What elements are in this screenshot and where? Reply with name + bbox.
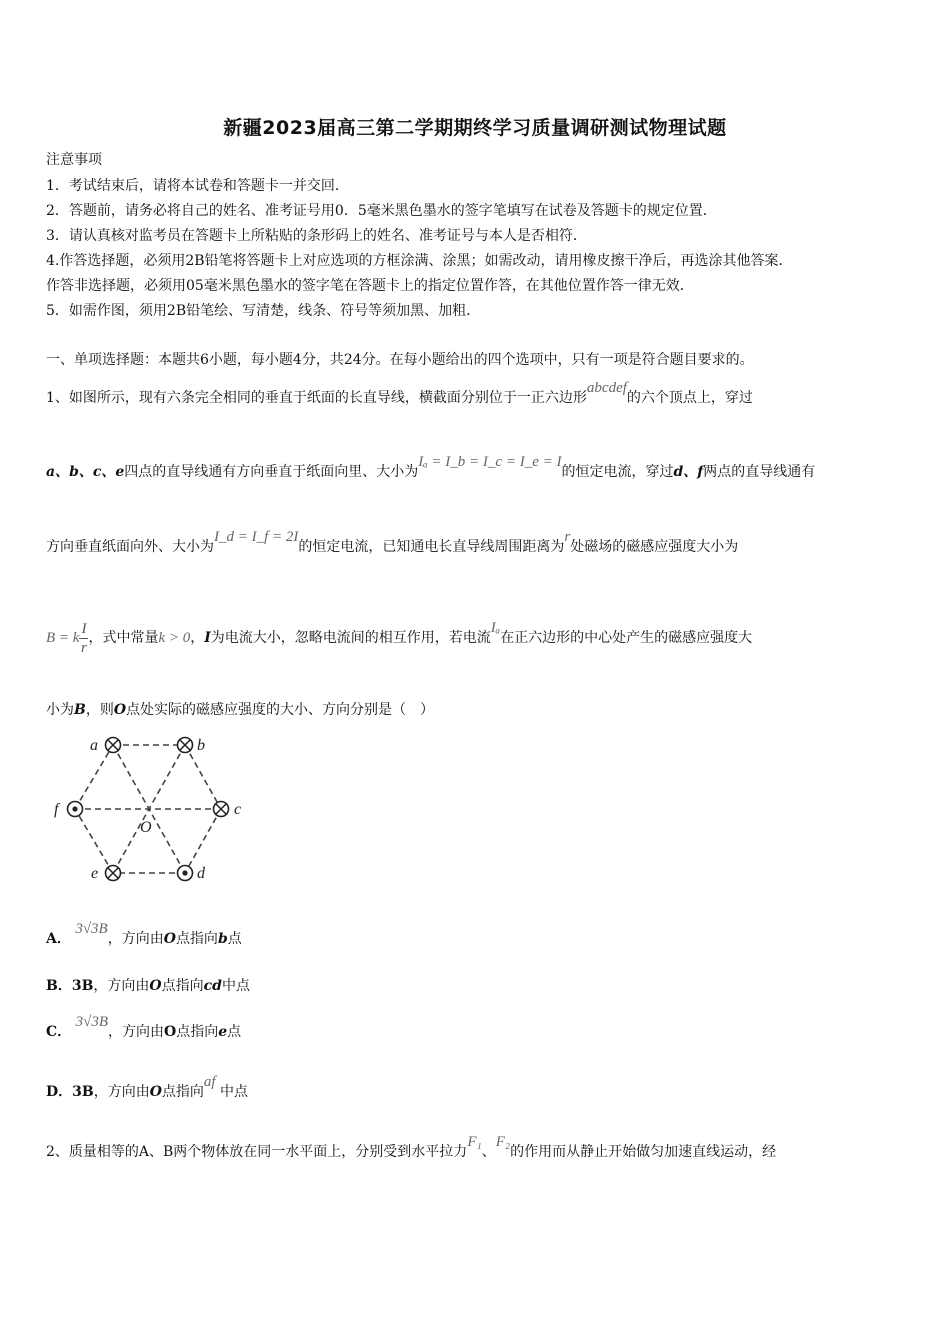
- label-b: b: [197, 737, 205, 754]
- q1-text: 小为: [46, 702, 74, 718]
- option-text: ，方向由: [93, 1084, 150, 1100]
- q1-text: 的恒定电流，已知通电长直导线周围距离为: [298, 539, 565, 555]
- hexagon-wire-diagram: [48, 733, 258, 888]
- option-d[interactable]: [46, 1074, 249, 1102]
- section-heading: 一、单项选择题：本题共6小题，每小题4分，共24分。在每小题给出的四个选项中，只有一项是符合题目要求的。: [46, 352, 754, 368]
- q1-line-2: [46, 454, 816, 482]
- formula-3sqrt3B: 3√3B: [75, 921, 108, 937]
- formula-3sqrt3B: 3√3B: [75, 1014, 109, 1030]
- option-a[interactable]: [46, 921, 242, 949]
- notice-item-3: 3．请认真核对监考员在答题卡上所粘贴的条形码上的姓名、准考证号与本人是否相符．: [46, 228, 587, 244]
- q1-text: ，式中常量: [88, 630, 159, 646]
- q1-line-1: [46, 380, 753, 408]
- formula-F2: F₂: [495, 1134, 511, 1150]
- option-value: 3B: [72, 1084, 94, 1100]
- q1-var: I: [204, 630, 211, 646]
- q1-var: B: [74, 702, 86, 718]
- formula-B: B = k: [46, 630, 80, 646]
- q2-text: 的作用而从静止开始做匀加速直线运动，经: [510, 1144, 777, 1160]
- wire-c-into-icon: [214, 802, 229, 817]
- q1-text: 四点的直导线通有方向垂直于纸面向里、大小为: [124, 464, 419, 480]
- option-text: ，方向由: [108, 1024, 165, 1040]
- option-var: e: [218, 1024, 228, 1040]
- notice-item-2: 2．答题前，请务必将自己的姓名、准考证号用0．5毫米黑色墨水的签字笔填写在试卷及答题卡的规定位置．: [46, 203, 717, 219]
- option-value: 3B: [71, 978, 94, 994]
- wire-e-into-icon: [106, 866, 121, 881]
- formula-r: r: [564, 529, 571, 545]
- label-f: f: [54, 801, 59, 818]
- fraction-denominator: r: [81, 639, 87, 656]
- q1-var: d、f: [673, 464, 704, 480]
- option-text: ，方向由: [93, 978, 150, 994]
- q1-line-3: [46, 529, 739, 557]
- option-var: cd: [203, 978, 222, 994]
- option-label: C．: [46, 1024, 72, 1040]
- formula-abcdef: abcdef: [586, 380, 627, 396]
- formula-Ia: Iₐ: [490, 620, 501, 636]
- option-var: O: [149, 1084, 162, 1100]
- q1-text: 在正六边形的中心处产生的磁感应强度大: [500, 630, 753, 646]
- option-label: D．: [46, 1084, 73, 1100]
- label-c: c: [234, 801, 242, 818]
- label-O: O: [140, 819, 152, 836]
- q1-text: 两点的直导线通有: [703, 464, 816, 480]
- option-text: 点指向: [161, 978, 204, 994]
- q1-text: ，: [190, 630, 205, 646]
- wire-b-into-icon: [178, 738, 193, 753]
- q1-text: 的六个顶点上，穿过: [626, 390, 753, 406]
- option-c[interactable]: [46, 1014, 242, 1042]
- q1-text: ，则: [85, 702, 114, 718]
- q1-text: 1、如图所示，现有六条完全相同的垂直于纸面的长直导线，横截面分别位于一正六边形: [46, 390, 587, 406]
- page-title: 新疆2023届高三第二学期期终学习质量调研测试物理试题: [223, 117, 727, 139]
- wire-a-into-icon: [106, 738, 121, 753]
- q2-line-1: [46, 1134, 777, 1162]
- q1-text: 方向垂直纸面向外、大小为: [46, 539, 214, 555]
- formula-F1: F₁: [467, 1134, 482, 1150]
- fraction-numerator: I: [81, 620, 87, 637]
- notice-heading: 注意事项: [46, 152, 102, 168]
- q1-line-4: [46, 618, 752, 658]
- option-text: ，方向由: [107, 931, 164, 947]
- label-e: e: [91, 865, 99, 882]
- option-text: 点指向: [161, 1084, 204, 1100]
- label-a: a: [90, 737, 98, 754]
- formula-currents-in: Iₐ = I_b = I_c = I_e = I: [418, 454, 562, 470]
- notice-item-5: 作答非选择题，必须用05毫米黑色墨水的签字笔在答题卡上的指定位置作答，在其他位置作答一律无效．: [46, 278, 694, 294]
- formula-k: k > 0: [158, 630, 191, 646]
- q1-text: 为电流大小，忽略电流间的相互作用，若电流: [210, 630, 491, 646]
- notice-item-4: 4.作答选择题，必须用2B铅笔将答题卡上对应选项的方框涂满、涂黑；如需改动，请用橡皮擦干净后，再选涂其他答案．: [46, 253, 793, 269]
- q1-line-5: [46, 700, 434, 720]
- option-b[interactable]: [46, 976, 250, 996]
- q1-text: 处磁场的磁感应强度大小为: [570, 539, 739, 555]
- q1-var: a、b、c、e: [46, 464, 125, 480]
- notice-item-1: 1．考试结束后，请将本试卷和答题卡一并交回．: [46, 178, 349, 194]
- wire-d-out-icon: [178, 866, 193, 881]
- option-text: 点指向: [175, 931, 218, 947]
- option-text: 中点: [220, 1084, 249, 1100]
- wire-f-out-icon: [68, 802, 83, 817]
- option-var: O: [164, 1024, 177, 1040]
- q1-var: O: [113, 702, 127, 718]
- notice-item-6: 5．如需作图，须用2B铅笔绘、写清楚，线条、符号等须加黑、加粗．: [46, 303, 481, 319]
- q2-text: 、: [481, 1144, 496, 1160]
- option-text: 点: [227, 931, 242, 947]
- label-d: d: [197, 865, 205, 882]
- option-label: B．: [46, 978, 72, 994]
- option-text: 点: [227, 1024, 242, 1040]
- option-var: O: [149, 978, 162, 994]
- option-label: A．: [46, 931, 71, 947]
- option-text: 中点: [221, 978, 250, 994]
- option-text: 点指向: [176, 1024, 219, 1040]
- option-var: O: [163, 931, 176, 947]
- formula-currents-out: I_d = I_f = 2I: [214, 529, 299, 545]
- q1-text: 的恒定电流，穿过: [561, 464, 674, 480]
- q2-text: 2、质量相等的A、B两个物体放在同一水平面上，分别受到水平拉力: [46, 1144, 468, 1160]
- q1-text: 点处实际的磁感应强度的大小、方向分别是（ ）: [126, 702, 435, 718]
- option-var: b: [217, 931, 228, 947]
- formula-af: af: [203, 1074, 216, 1090]
